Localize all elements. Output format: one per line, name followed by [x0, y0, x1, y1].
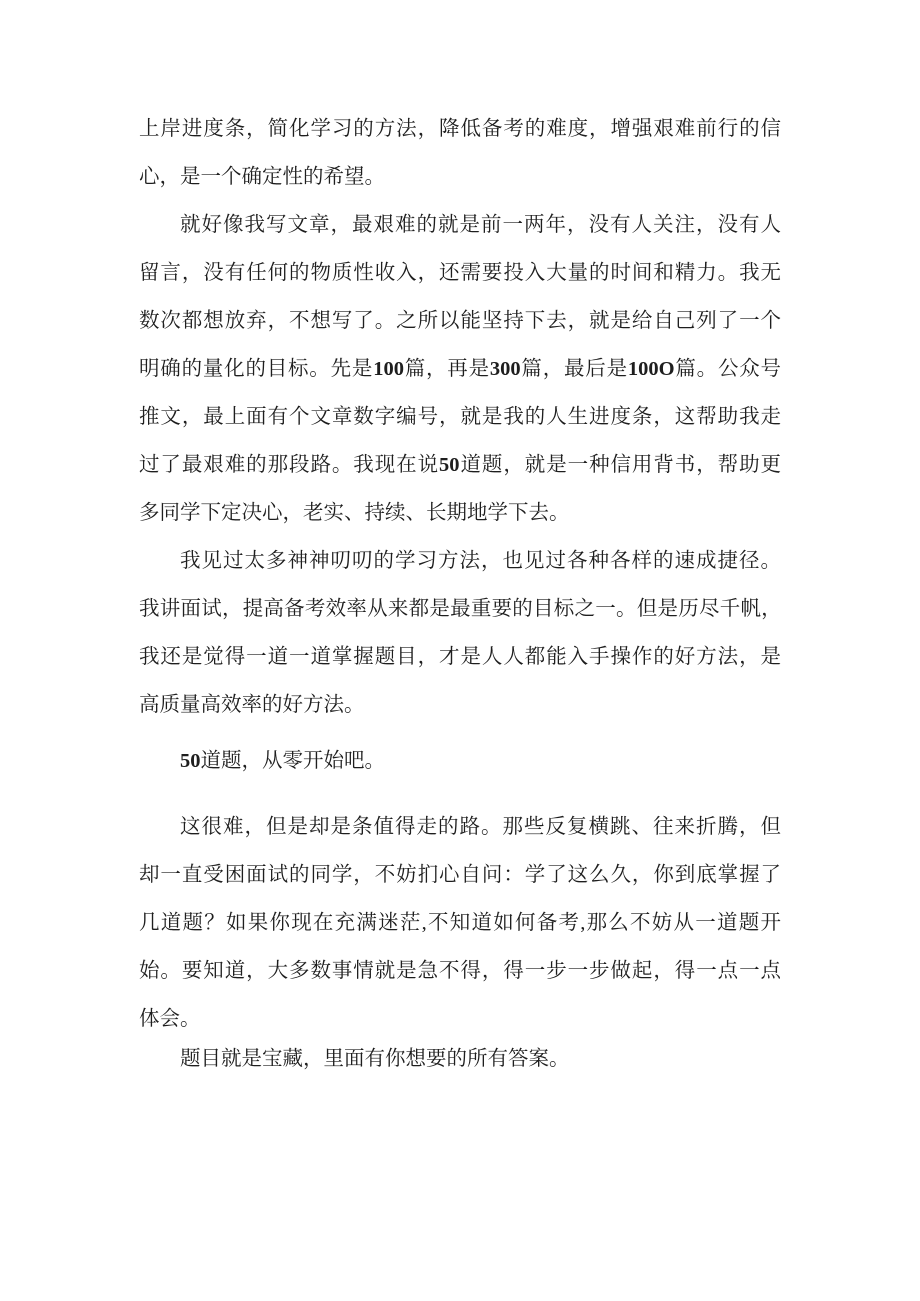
text-line [139, 441, 781, 489]
text-run: 道题，就是一种信用背书，帮助更 [459, 454, 782, 476]
text-line [139, 297, 781, 345]
text-line [139, 681, 781, 729]
text-line [139, 995, 781, 1043]
text-line [139, 947, 781, 995]
text-run: 数次都想放弃，不想写了。之所以能坚持下去，就是给自己列了一个 [139, 310, 781, 332]
text-line [139, 537, 781, 585]
text-line [139, 585, 781, 633]
text-line [139, 153, 781, 201]
paragraph [139, 1043, 781, 1075]
text-line [139, 393, 781, 441]
text-line [139, 851, 781, 899]
text-run: 多同学下定决心，老实、持续、长期地学下去。 [139, 502, 570, 524]
text-line [139, 201, 781, 249]
text-run: 就好像我写文章，最艰难的就是前一两年，没有人关注，没有人 [180, 214, 781, 236]
paragraph [139, 803, 781, 1043]
text-line [139, 1043, 781, 1075]
text-line [139, 345, 781, 393]
text-run: 我讲面试，提高备考效率从来都是最重要的目标之一。但是历尽千帆， [139, 598, 781, 620]
text-run: 上岸进度条，简化学习的方法，降低备考的难度，增强艰难前行的信 [139, 118, 781, 140]
text-run: 篇，最后是 [520, 358, 628, 380]
text-run: 体会。 [139, 1008, 201, 1030]
text-line [139, 105, 781, 153]
text-run: 始。要知道，大多数事情就是急不得，得一步一步做起，得一点一点 [139, 960, 781, 982]
text-run: 篇，再是 [403, 358, 490, 380]
text-run: 却一直受困面试的同学，不妨扪心自问：学了这么久，你到底掌握了 [139, 864, 781, 886]
text-line [139, 249, 781, 297]
text-run: 几道题？如果你现在充满迷茫,不知道如何备考,那么不妨从一道题开 [139, 912, 781, 934]
paragraph [139, 201, 781, 537]
paragraph [139, 537, 781, 729]
text-run: 我还是觉得一道一道掌握题目，才是人人都能入手操作的好方法，是 [139, 646, 781, 668]
text-run: 高质量高效率的好方法。 [139, 694, 365, 716]
text-run: 心，是一个确定性的希望。 [139, 166, 385, 188]
text-line [139, 489, 781, 537]
text-run: 明确的量化的目标。先是 [139, 358, 374, 380]
paragraph [139, 105, 781, 201]
text-run: 道题，从零开始吧。 [200, 750, 385, 772]
text-run: 过了最艰难的那段路。我现在说 [139, 454, 440, 476]
bold-text-run: 300 [489, 358, 521, 380]
bold-text-run: 50 [439, 454, 460, 476]
bold-text-run: 100O [627, 358, 675, 380]
text-run: 推文，最上面有个文章数字编号，就是我的人生进度条，这帮助我走 [139, 406, 781, 428]
paragraph [139, 737, 781, 785]
bold-text-run: 100 [373, 358, 404, 380]
text-run: 题目就是宝藏，里面有你想要的所有答案。 [180, 1048, 570, 1070]
text-run: 这很难，但是却是条值得走的路。那些反复横跳、往来折腾，但 [180, 816, 781, 838]
bold-text-run: 50 [180, 750, 201, 772]
text-line [139, 633, 781, 681]
text-run: 我见过太多神神叨叨的学习方法，也见过各种各样的速成捷径。 [180, 550, 781, 572]
text-run: 留言，没有任何的物质性收入，还需要投入大量的时间和精力。我无 [139, 262, 781, 284]
text-line [139, 899, 781, 947]
text-line [139, 803, 781, 851]
text-run: 篇。公众号 [674, 358, 782, 380]
text-line [139, 737, 781, 785]
